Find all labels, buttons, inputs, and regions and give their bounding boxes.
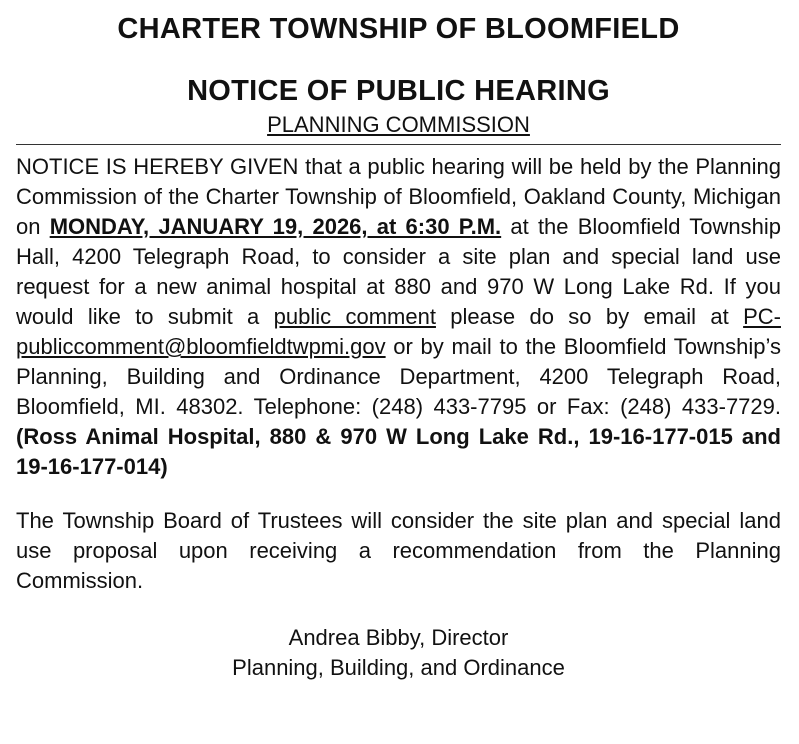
board-paragraph: The Township Board of Trustees will consider the site plan and special land use proposal upon receiving a recommendation from the Planning Commission. — [16, 508, 781, 593]
notice-intro-text: NOTICE IS HEREBY GIVEN that a public hearing will be held by the Planning Commission of the Charter Township of Bloomfield, Oakland County, Michigan on — [16, 154, 781, 239]
commission-subtitle — [16, 112, 781, 138]
notice-paragraph — [16, 152, 781, 482]
signature-department: Planning, Building, and Ordinance — [232, 655, 565, 680]
notice-title: NOTICE OF PUBLIC HEARING — [187, 75, 610, 107]
email-prompt-text: please do so by email at — [435, 304, 744, 329]
hearing-date-time: MONDAY, JANUARY 19, 2026, at 6:30 P.M. — [49, 214, 502, 239]
header-divider — [16, 144, 781, 145]
mail-contact-text: or by mail to the Bloomfield Township’s Planning, Building and Ordinance Department, 4200 Telegraph Road, Bloomfield, MI. 48302. Telephone: (248) 433-7795 or Fax: (248) 433-7729. — [16, 334, 781, 419]
project-reference: (Ross Animal Hospital, 880 & 970 W Long Lake Rd., 19-16-177-015 and 19-16-177-014) — [16, 424, 781, 479]
signature-block — [16, 623, 781, 683]
public-comment-link[interactable]: public comment — [273, 304, 436, 329]
township-title: CHARTER TOWNSHIP OF BLOOMFIELD — [117, 13, 680, 45]
commission-subtitle-text: PLANNING COMMISSION — [267, 112, 530, 137]
notice-location-text: at the Bloomfield Township Hall, 4200 Telegraph Road, to consider a site plan and special land use request for a new animal hospital at 880 and 970 W Long Lake Rd. If you would like to submit a — [16, 214, 781, 329]
signature-name: Andrea Bibby, Director — [288, 625, 509, 650]
email-link[interactable]: PC-publiccomment@bloomfieldtwpmi.gov — [16, 304, 781, 359]
